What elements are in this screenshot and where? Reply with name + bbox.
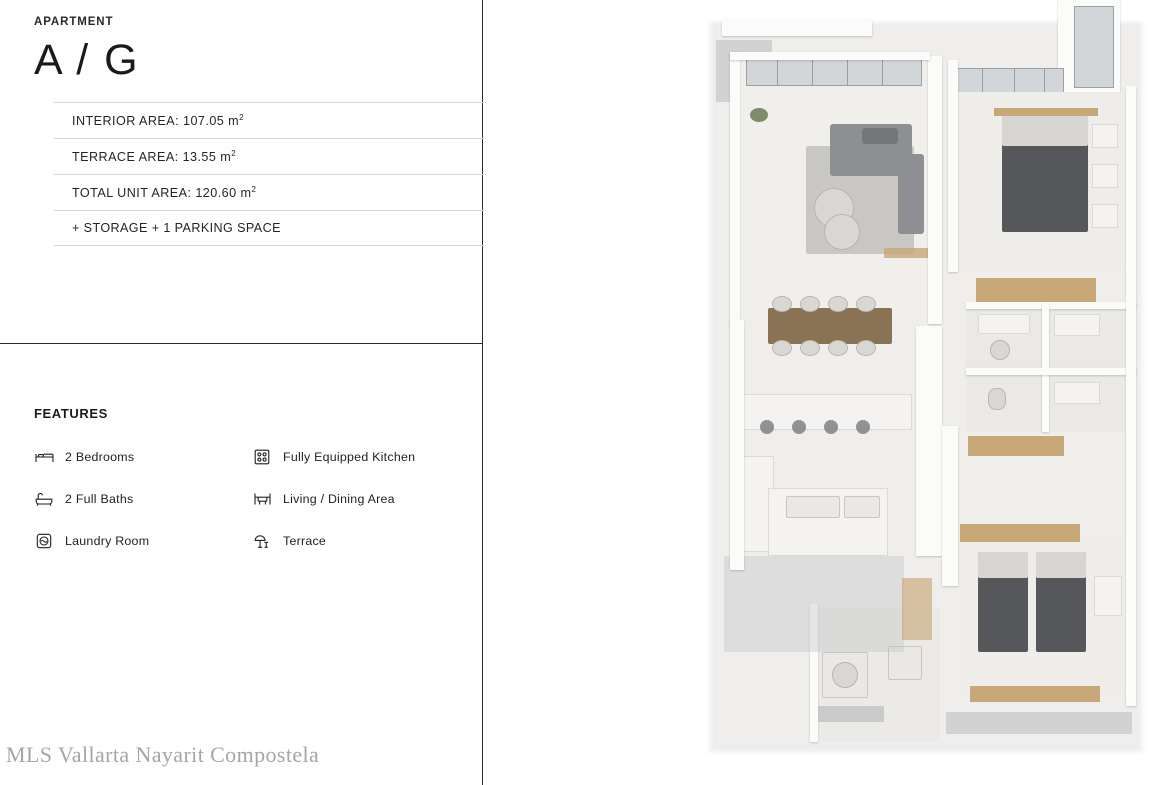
feature-label-living-dining: Living / Dining Area	[283, 492, 395, 506]
floorplan-3d-image	[702, 0, 1162, 771]
apartment-eyebrow: APARTMENT	[34, 16, 114, 28]
area-label-interior: INTERIOR AREA: 107.05 m	[72, 113, 240, 128]
feature-laundry	[34, 531, 252, 551]
area-row-terrace	[54, 139, 491, 175]
left-info-panel	[0, 0, 483, 785]
features-title: FEATURES	[34, 406, 108, 421]
floorplan-render-area	[484, 0, 1170, 785]
area-label-extras: + STORAGE + 1 PARKING SPACE	[72, 221, 281, 236]
feature-living-dining	[252, 489, 470, 509]
bathtub-icon	[34, 489, 54, 509]
feature-label-bedrooms: 2 Bedrooms	[65, 450, 135, 464]
unit-code-title: A / G	[34, 36, 140, 84]
dining-table-icon	[252, 489, 272, 509]
features-grid	[34, 447, 468, 551]
feature-terrace	[252, 531, 470, 551]
area-row-interior	[54, 103, 491, 139]
area-row-extras	[54, 211, 491, 246]
watermark-text: MLS Vallarta Nayarit Compostela	[6, 742, 320, 767]
area-unit-terrace: 2	[231, 148, 237, 158]
feature-label-laundry: Laundry Room	[65, 534, 150, 548]
feature-kitchen	[252, 447, 470, 467]
area-label-total: TOTAL UNIT AREA: 120.60 m	[72, 186, 252, 201]
unit-summary-block	[0, 0, 482, 344]
feature-label-kitchen: Fully Equipped Kitchen	[283, 450, 416, 464]
washing-machine-icon	[34, 531, 54, 551]
terrace-icon	[252, 531, 272, 551]
area-list	[54, 102, 491, 247]
area-unit-total: 2	[251, 185, 257, 195]
feature-label-terrace: Terrace	[283, 534, 327, 548]
feature-bedrooms	[34, 447, 252, 467]
kitchen-stove-icon	[252, 447, 272, 467]
feature-label-baths: 2 Full Baths	[65, 492, 134, 506]
feature-baths	[34, 489, 252, 509]
features-block	[0, 344, 482, 785]
area-unit-interior: 2	[239, 112, 245, 122]
area-label-terrace: TERRACE AREA: 13.55 m	[72, 150, 232, 165]
area-row-total	[54, 175, 491, 211]
bed-icon	[34, 447, 54, 467]
